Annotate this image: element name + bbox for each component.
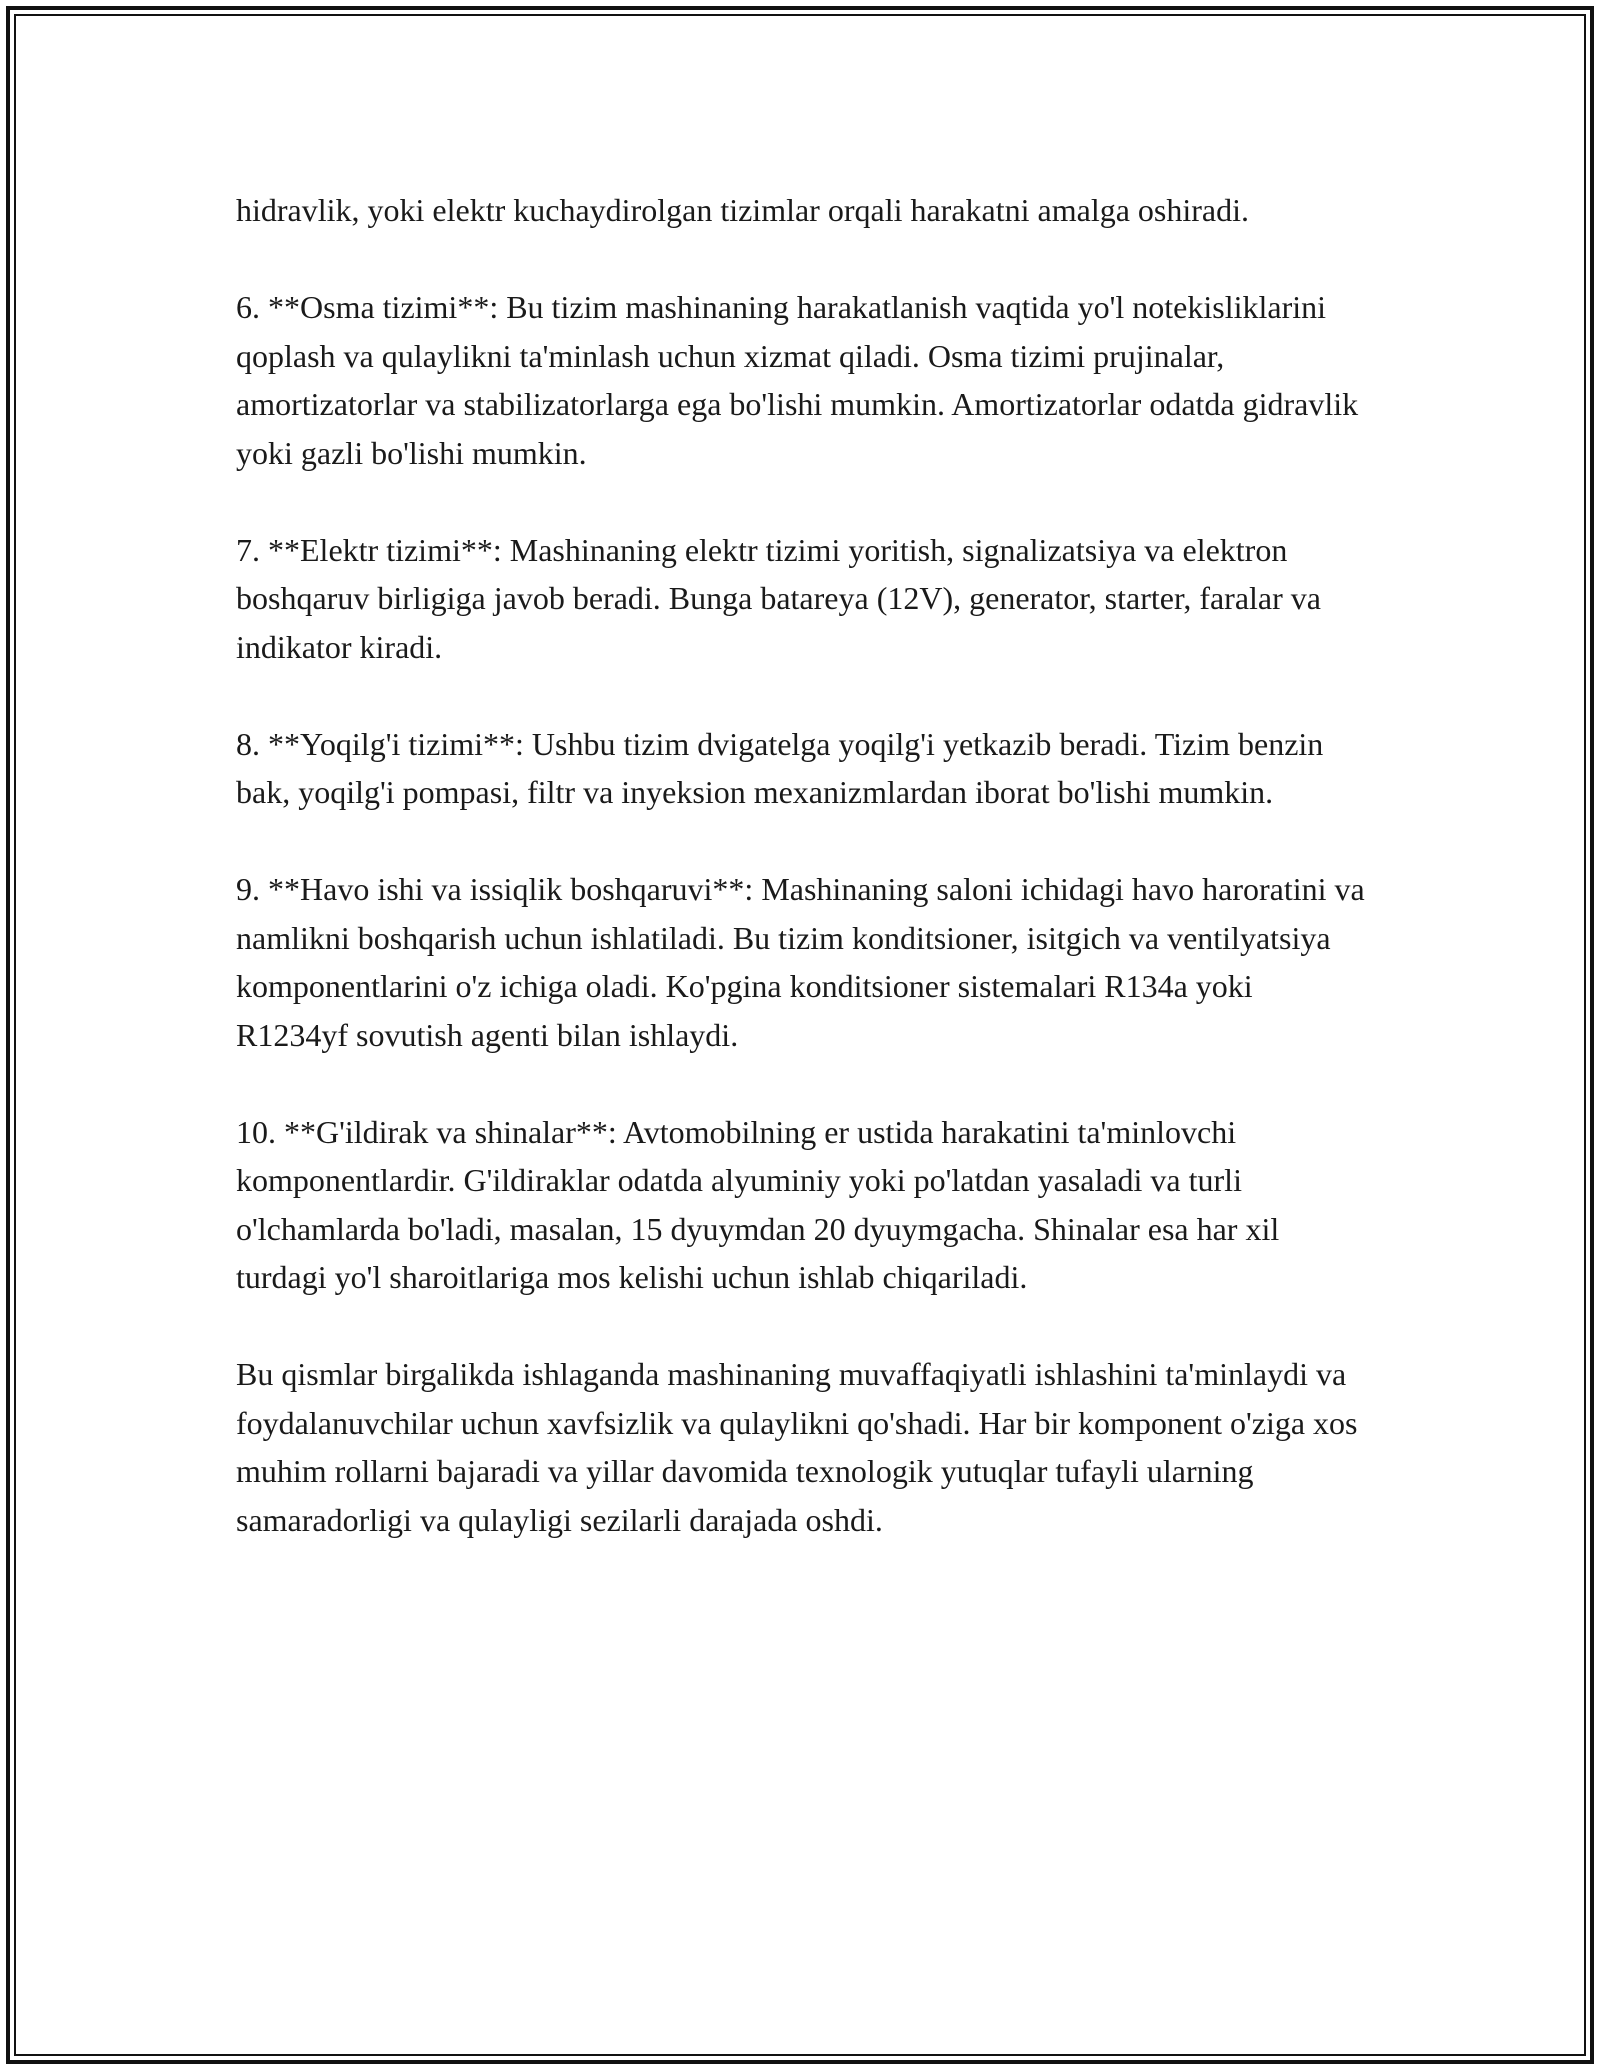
paragraph-continuation: hidravlik, yoki elektr kuchaydirolgan tizimlar orqali harakatni amalga oshiradi.: [236, 192, 1249, 228]
paragraph-fuel-system: 8. **Yoqilg'i tizimi**: Ushbu tizim dvigatelga yoqilg'i yetkazib beradi. Tizim benzin bak, yoqilg'i pompasi, filtr va inyeksion mexanizmlardan iborat bo'lishi mumkin.: [236, 725, 1324, 810]
paragraph-conclusion: Bu qismlar birgalikda ishlaganda mashinaning muvaffaqiyatli ishlashini ta'minlaydi va foydalanuvchilar uchun xavfsizlik va qulaylikni qo'shadi. Har bir komponent o'ziga xos muhim rollarni bajaradi va yillar davomida texnologik yutuqlar tufayli ularning samaradorligi va qulayligi sezilarli darajada oshdi.: [236, 1356, 1358, 1538]
document-body: [236, 186, 1366, 1593]
paragraph-climate-control: 9. **Havo ishi va issiqlik boshqaruvi**: Mashinaning saloni ichidagi havo haroratini va namlikni boshqarish uchun ishlatiladi. Bu tizim konditsioner, isitgich va ventilyatsiya komponentlarini o'z ichiga oladi. Ko'pgina konditsioner sistemalari R134a yoki R1234yf sovutish agenti bilan ishlaydi.: [236, 871, 1365, 1053]
paragraph-suspension-system: 6. **Osma tizimi**: Bu tizim mashinaning harakatlanish vaqtida yo'l notekisliklarini qoplash va qulaylikni ta'minlash uchun xizmat qiladi. Osma tizimi prujinalar, amortizatorlar va stabilizatorlarga ega bo'lishi mumkin. Amortizatorlar odatda gidravlik yoki gazli bo'lishi mumkin.: [236, 289, 1359, 471]
paragraph-wheels-and-tires: 10. **G'ildirak va shinalar**: Avtomobilning er ustida harakatini ta'minlovchi komponentlardir. G'ildiraklar odatda alyuminiy yoki po'latdan yasaladi va turli o'lchamlarda bo'ladi, masalan, 15 dyuymdan 20 dyuymgacha. Shinalar esa har xil turdagi yo'l sharoitlariga mos kelishi uchun ishlab chiqariladi.: [236, 1113, 1280, 1295]
paragraph-electrical-system: 7. **Elektr tizimi**: Mashinaning elektr tizimi yoritish, signalizatsiya va elektron boshqaruv birligiga javob beradi. Bunga batareya (12V), generator, starter, faralar va indikator kiradi.: [236, 531, 1321, 665]
